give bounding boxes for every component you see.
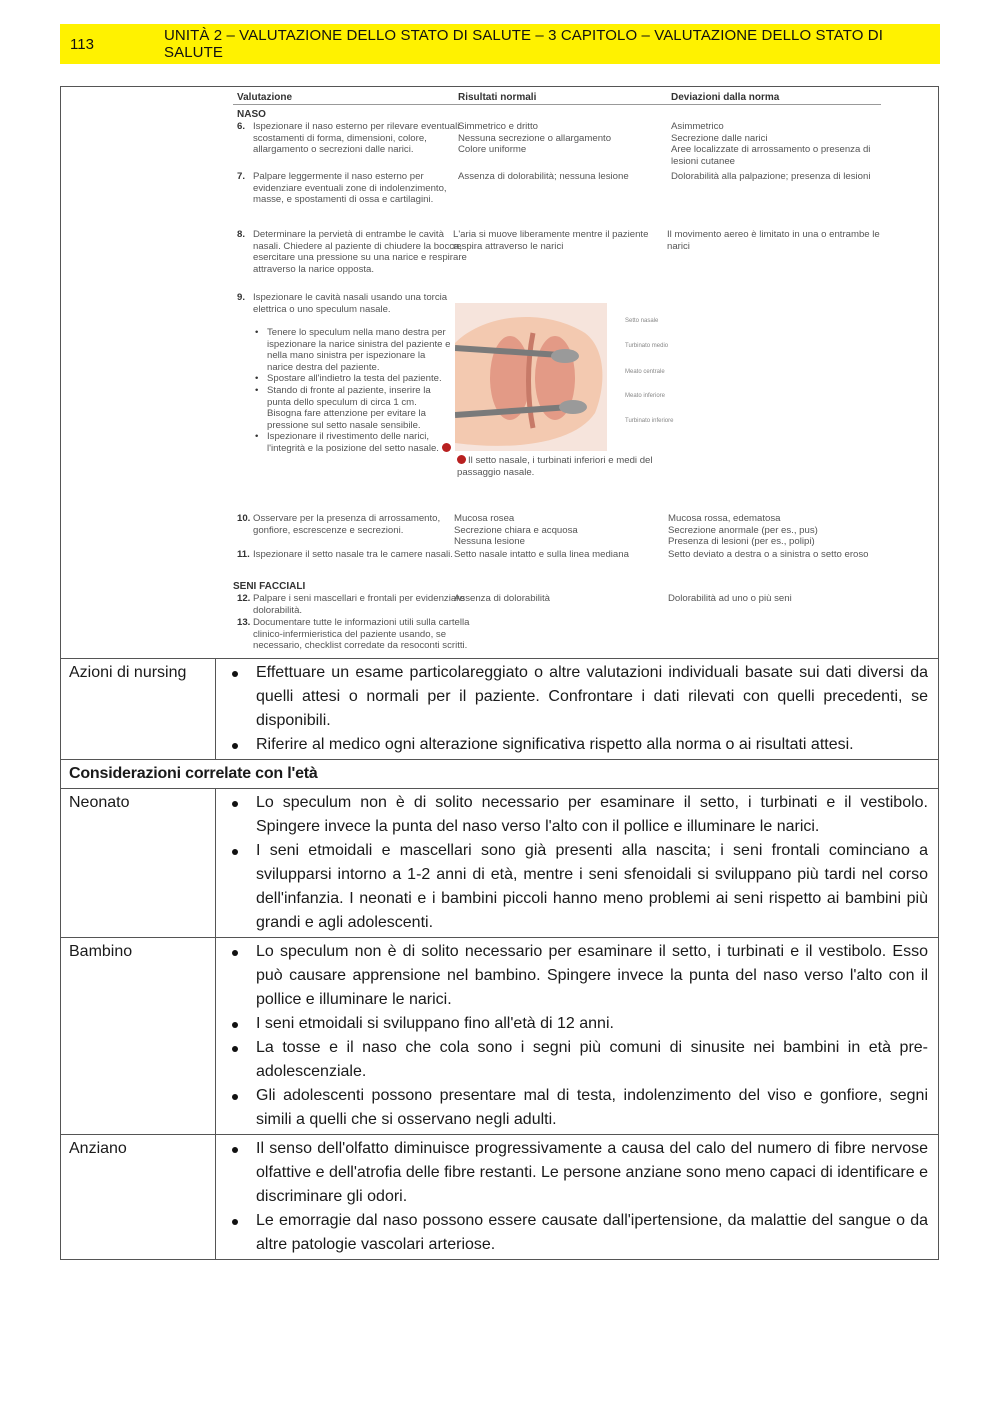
scan-sub-bullets (253, 327, 453, 455)
scan-item-11: 11. Ispezionare il setto nasale tra le camere nasali. (237, 549, 453, 560)
page-header (60, 24, 940, 64)
scan-sub-bullet: • Tenere lo speculum nella mano destra per ispezionare la narice sinistra del paziente e nella mano sinistra per ispezionare la narice destra del paziente. (253, 327, 453, 373)
scan-dev-12: Dolorabilità ad uno o più seni (668, 593, 792, 604)
figure-label: Setto nasale (625, 318, 659, 324)
figure-label: Meato inferiore (625, 393, 666, 399)
row-content (216, 1135, 939, 1260)
scan-normal-7: Assenza di dolorabilità; nessuna lesione (458, 171, 629, 182)
nasal-cavity-illustration (455, 303, 607, 451)
figure-label: Meato centrale (625, 369, 665, 375)
scan-sub-bullet: • Ispezionare il rivestimento delle narici, l'integrità e la posizione del setto nasale. (253, 431, 453, 454)
bullet-item: I seni etmoidali si sviluppano fino all'età di 12 anni. (230, 1012, 928, 1036)
row-content (216, 938, 939, 1135)
row-label: Bambino (61, 938, 216, 1135)
scan-section-naso: NASO (237, 109, 266, 120)
figure-number-icon (457, 455, 466, 464)
scan-col-valutazione: Valutazione (237, 92, 293, 103)
header-title: UNITÀ 2 – VALUTAZIONE DELLO STATO DI SALUTE – 3 CAPITOLO – VALUTAZIONE DELLO STATO DI SALUTE (164, 27, 883, 61)
assessment-table (60, 86, 939, 1260)
bullet-item: Gli adolescenti possono presentare mal di testa, indolenzimento del viso e gonfiore, segni simili a quelli che si osservano negli adulti. (230, 1084, 928, 1132)
speculum-tip-upper (551, 349, 579, 363)
scan-item-10: 10. Osservare per la presenza di arrossamento, gonfiore, escrescenze e secrezioni. (237, 513, 441, 536)
row-content (216, 789, 939, 938)
bullet-item: Le emorragie dal naso possono essere causate dall'ipertensione, da malattie del sangue o da altre patologie vascolari arteriose. (230, 1209, 928, 1257)
scan-normal-8: L'aria si muove liberamente mentre il paziente respira attraverso le narici (453, 229, 649, 252)
section-heading: Considerazioni correlate con l'età (61, 760, 939, 789)
row-neonato (61, 789, 939, 938)
bullet-item: Il senso dell'olfatto diminuisce progressivamente a causa del calo del numero di fibre nervose olfattive e dell'atrofia delle fibre restanti. Le persone anziane sono meno capaci di identificare e discriminare gli odori. (230, 1137, 928, 1209)
scan-header (233, 91, 881, 105)
row-label: Neonato (61, 789, 216, 938)
bullet-item: I seni etmoidali e mascellari sono già presenti alla nascita; i seni frontali cominciano a svilupparsi intorno a 1-2 anni di età, mentre i seni sfenoidali si sviluppano più tardi nel corso dell'infanzia. I neonati e i bambini piccoli hanno meno problemi ai seni rispetto ai bambini più grandi e agli adolescenti. (230, 839, 928, 935)
scan-item-12: 12. Palpare i seni mascellari e frontali per evidenziare dolorabilità. (237, 593, 465, 616)
scan-item-6: 6. Ispezionare il naso esterno per rilevare eventuali scostamenti di forma, dimensioni, colore, allargamento o secrezioni dalle narici. (237, 121, 460, 156)
bullet-item: Lo speculum non è di solito necessario per esaminare il setto, i turbinati e il vestibolo. Esso può causare apprensione nel bambino. Spingere invece la punta del naso verso l'alto con il pollice e illuminare le narici. (230, 940, 928, 1012)
scan-dev-6: Asimmetrico Secrezione dalle narici Aree localizzate di arrossamento o presenza di lesioni cutanee (671, 121, 871, 167)
figure-label: Turbinato medio (625, 343, 669, 349)
speculum-tip-lower (559, 400, 587, 414)
scan-sub-bullet: • Stando di fronte al paziente, inserire la punta dello speculum di circa 1 cm. Bisogna fare attenzione per evitare la pressione sul setto nasale sensibile. (253, 385, 453, 431)
row-anziano (61, 1135, 939, 1260)
row-content (216, 659, 939, 760)
scan-item-13: 13. Documentare tutte le informazioni utili sulla cartella clinico-infermieristica del paziente usando, se necessario, checklist corredate da resoconti scritti. (237, 617, 470, 652)
row-considerazioni (61, 760, 939, 789)
scan-row (61, 87, 939, 659)
page-number: 113 (70, 35, 94, 53)
bullet-item: Effettuare un esame particolareggiato o altre valutazioni individuali basate sui dati diversi da quelli attesi o normali per il paziente. Confrontare i dati rilevati con quelli precedenti, se disponibili. (230, 661, 928, 733)
figure-caption: Il setto nasale, i turbinati inferiori e medi del passaggio nasale. (457, 455, 653, 478)
row-bambino (61, 938, 939, 1135)
figure-label: Turbinato inferiore (625, 418, 674, 424)
scan-normal-11: Setto nasale intatto e sulla linea mediana (454, 549, 629, 560)
figure-ref-icon (442, 443, 451, 452)
scanned-assessment-image (233, 91, 881, 657)
row-label: Azioni di nursing (61, 659, 216, 760)
bullet-item: Lo speculum non è di solito necessario per esaminare il setto, i turbinati e il vestibolo. Spingere invece la punta del naso verso l'alto con il pollice e illuminare le narici. (230, 791, 928, 839)
scan-item-8: 8. Determinare la pervietà di entrambe le cavità nasali. Chiedere al paziente di chiudere la bocca, esercitare una pressione su una narice e respirare attraverso la narice opposta. (237, 229, 467, 275)
bullet-item: Riferire al medico ogni alterazione significativa rispetto alla norma o ai risultati attesi. (230, 733, 928, 757)
scan-item-9: 9. Ispezionare le cavità nasali usando una torcia elettrica o uno speculum nasale. (237, 292, 448, 315)
scan-col-deviazioni: Deviazioni dalla norma (671, 92, 780, 103)
scanned-table-cell (61, 87, 939, 659)
scan-normal-6: Simmetrico e dritto Nessuna secrezione o allargamento Colore uniforme (458, 121, 612, 156)
scan-dev-7: Dolorabilità alla palpazione; presenza di lesioni (671, 171, 871, 182)
row-label: Anziano (61, 1135, 216, 1260)
row-azioni (61, 659, 939, 760)
scan-dev-8: Il movimento aereo è limitato in una o entrambe le narici (667, 229, 880, 252)
bullet-item: La tosse e il naso che cola sono i segni più comuni di sinusite nei bambini in età pre-adolescenziale. (230, 1036, 928, 1084)
scan-dev-10: Mucosa rossa, edematosa Secrezione anormale (per es., pus) Presenza di lesioni (per es., polipi) (668, 513, 818, 548)
scan-col-normali: Risultati normali (458, 92, 537, 103)
scan-dev-11: Setto deviato a destra o a sinistra o setto eroso (668, 549, 869, 560)
scan-section-seni: SENI FACCIALI (233, 581, 306, 592)
scan-normal-10: Mucosa rosea Secrezione chiara e acquosa Nessuna lesione (454, 513, 578, 548)
scan-normal-12: Assenza di dolorabilità (454, 593, 550, 604)
scan-sub-bullet: • Spostare all'indietro la testa del paziente. (253, 373, 453, 385)
scan-item-7: 7. Palpare leggermente il naso esterno per evidenziare eventuali zone di indolenzimento, masse, e spostamenti di ossa e cartilagini. (237, 171, 447, 206)
